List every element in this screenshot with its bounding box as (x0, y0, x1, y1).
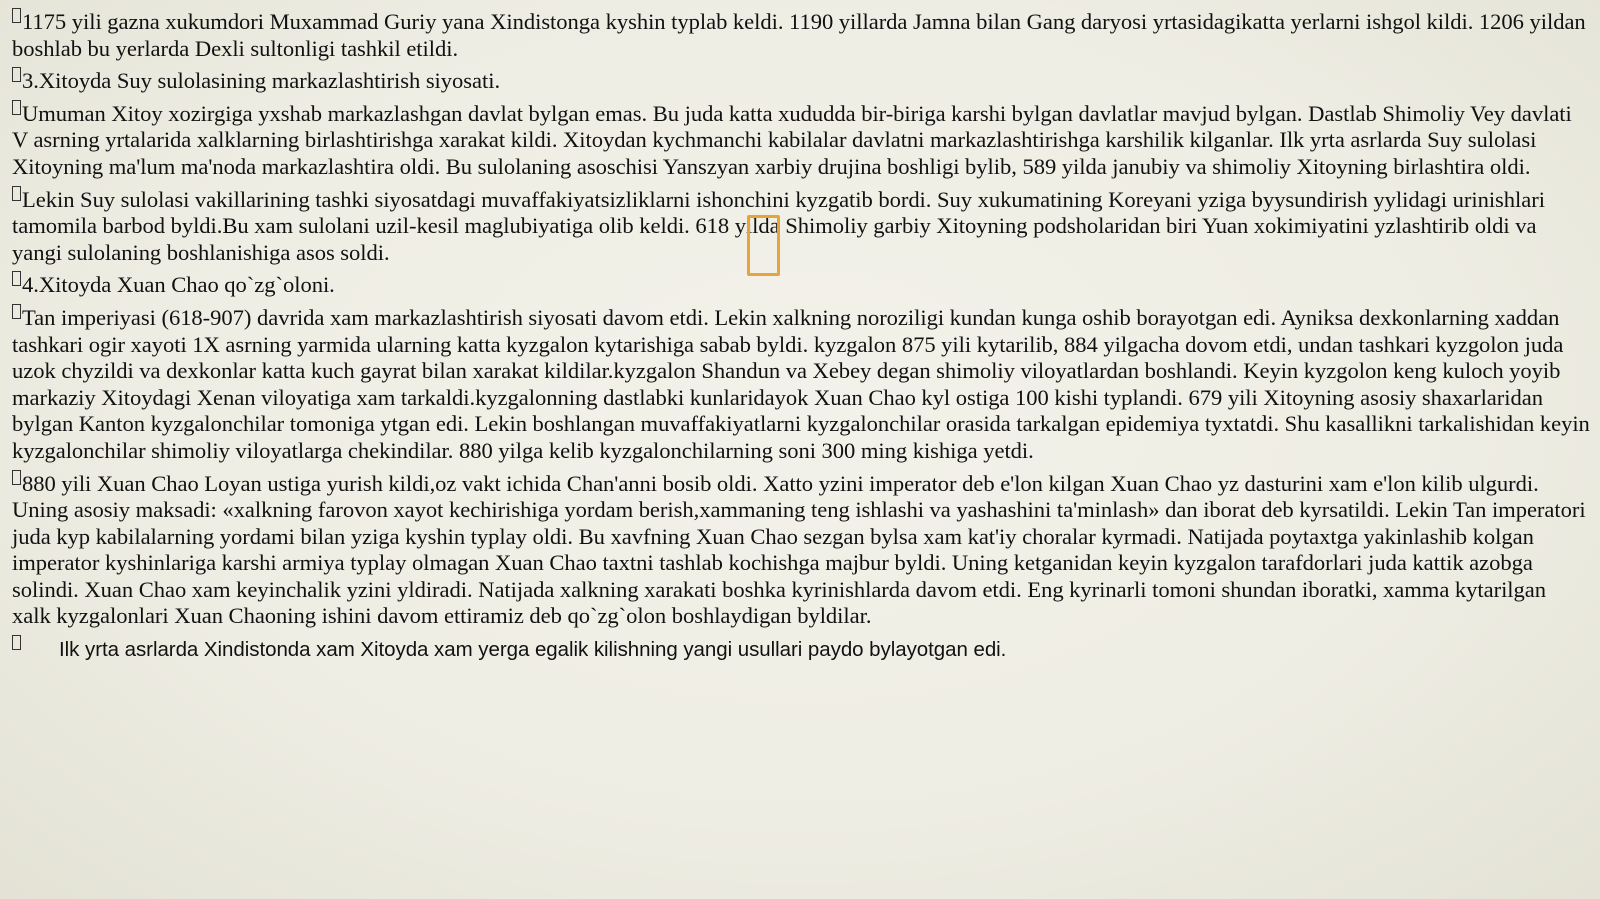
paragraph-7 (12, 470, 1590, 631)
paragraph-6-text: Tan imperiyasi (618-907) davrida xam markazlashtirish siyosati davom etdi. Lekin xalkning noroziligi kundan kunga oshib borayotgan edi. Ayniksa dexkonlarning xaddan tashkari ogir xayoti 1X asrning yarmida ularning katta kyzgalon kytarishiga sabab byldi. kyzgalon 875 yili kytarilib, 884 yilgacha dovom etdi, undan tashkari kyzgolon juda uzok chyzildi va dexkonlar katta kuch gayrat bilan xarakat kildilar.kyzgalon Shandun va Xebey degan shimoliy viloyatlardan boshlandi. Keyin kyzgolon keng kuloch yoyib markaziy Xitoydagi Xenan viloyatiga xam tarkaldi.kyzgalonning dastlabki kunlaridayok Xuan Chao kyl ostiga 100 kishi typlandi. 679 yili Xitoyning asosiy shaxarlaridan bylgan Kanton kyzgalonchilar tomoniga ytgan edi. Lekin boshlangan muvaffakiyatlarni kyzgalonchilar orasida tarkalgan epidemiya tyxtatdi. Shu kasallikni tarkalishidan keyin kyzgalonchilar shimoliy viloyatlarga chekindilar. 880 yilga kelib kyzgalonchilarning soni 300 ming kishiga yetdi. (12, 304, 1590, 463)
text-cursor-highlight[interactable] (747, 215, 780, 276)
bullet-icon (12, 304, 21, 319)
paragraph-6 (12, 304, 1590, 465)
paragraph-8 (12, 635, 1590, 664)
heading-suy-dynasty (12, 67, 1590, 95)
bullet-icon (12, 67, 21, 82)
heading-xuan-chao-text: 4.Xitoyda Xuan Chao qo`zg`oloni. (22, 272, 335, 298)
heading-xuan-chao (12, 271, 1590, 299)
paragraph-1 (12, 8, 1590, 62)
bullet-icon (12, 186, 21, 201)
paragraph-1-text: 1175 yili gazna xukumdori Muxammad Guriy yana Xindistonga kyshin typlab keldi. 1190 yillarda Jamna bilan Gang daryosi yrtasidagikatta yerlarni ishgol kildi. 1206 yildan boshlab bu yerlarda Dexli sultonligi tashkil etildi. (12, 9, 1586, 61)
paragraph-7-text: 880 yili Xuan Chao Loyan ustiga yurish kildi,oz vakt ichida Chan'anni bosib oldi. Xatto yzini imperator deb e'lon kilgan Xuan Chao yz dasturini xam e'lon kilib ulgurdi. Uning asosiy maksadi: «xalkning farovon xayot kechirishiga yordam berish,xammaning teng ishlashi va yashashini ta'minlash» dan iborat deb kyrsatildi. Lekin Tan imperatori juda kyp kabilalarning yordami bilan yziga kyshin typlay oldi. Bu xavfning Xuan Chao sezgan bylsa xam kat'iy choralar kyrmadi. Natijada poytaxtga yakinlashib kolgan imperator kyshinlariga karshi armiya typlay olmagan Xuan Chao taxtni tashlab kochishga majbur byldi. Uning ketganidan keyin kyzgalon tarafdorlari juda kattik azobga solindi. Xuan Chao xam keyinchalik yzini yldiradi. Natijada xalkning xarakati boshka kyrinishlarda davom etdi. Eng kyrinarli tomoni shundan iboratki, xamma kytarilgan xalk kyzgalonlari Xuan Chaoning ishini davom ettiramiz deb qo`zg`olon boshlaydigan byldilar. (12, 470, 1586, 629)
heading-suy-dynasty-text: 3.Xitoyda Suy sulolasining markazlashtirish siyosati. (22, 68, 501, 94)
paragraph-3 (12, 100, 1590, 181)
paragraph-4 (12, 186, 1590, 267)
paragraph-8-text: Ilk yrta asrlarda Xindistonda xam Xitoyda xam yerga egalik kilishning yangi usullari paydo bylayotgan edi. (59, 638, 1007, 662)
bullet-icon (12, 470, 21, 485)
slide-body (12, 8, 1590, 669)
paragraph-3-text: Umuman Xitoy xozirgiga yxshab markazlashgan davlat bylgan emas. Bu juda katta xududda bir-biriga karshi bylgan davlatlar mavjud bylgan. Dastlab Shimoliy Vey davlati V asrning yrtalarida xalklarning birlashtirishga xarakat kildi. Xitoydan kychmanchi kabilalar davlatni markazlashtirishga karshilik kilganlar. Ilk yrta asrlarda Suy sulolasi Xitoyning ma'lum ma'noda markazlashtira oldi. Bu sulolaning asoschisi Yanszyan xarbiy drujina boshligi bylib, 589 yilda janubiy va shimoliy Xitoyning birlashtira oldi. (12, 100, 1572, 179)
paragraph-4-text: Lekin Suy sulolasi vakillarining tashki siyosatdagi muvaffakiyatsizliklarni ishonchini kyzgatib bordi. Suy xukumatining Koreyani yziga byysundirish yylidagi urinishlari tamomila barbod byldi.Bu xam sulolani uzil-kesil maglubiyatiga olib keldi. 618 yilda Shimoliy garbiy Xitoyning podsholaridan biri Yuan xokimiyatini yzlashtirib oldi va yangi sulolaning boshlanishiga asos soldi. (12, 186, 1545, 265)
bullet-icon (12, 635, 21, 650)
bullet-icon (12, 8, 21, 23)
bullet-icon (12, 271, 21, 286)
bullet-icon (12, 100, 21, 115)
